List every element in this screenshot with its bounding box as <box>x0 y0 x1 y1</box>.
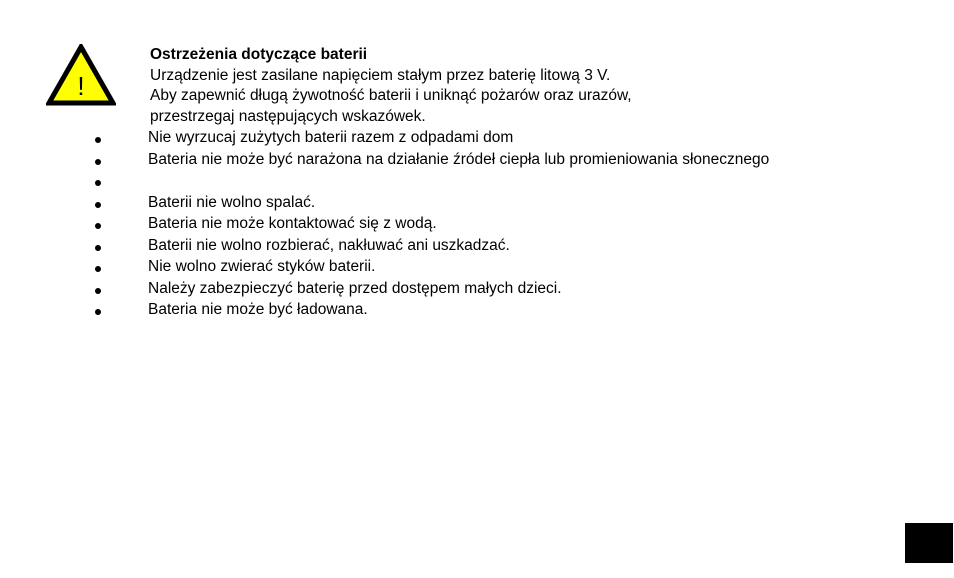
list-item <box>0 278 954 300</box>
bullet-dot-icon <box>95 202 101 208</box>
list-item-text: Baterii nie wolno rozbierać, nakłuwać ani uszkadzać. <box>148 236 510 254</box>
list-item-text: Bateria nie może być ładowana. <box>148 301 368 318</box>
list-item <box>0 170 954 192</box>
list-item-text: Bateria nie może być narażona na działanie źródeł ciepła lub promieniowania słonecznego <box>148 150 770 168</box>
bullet-dot-icon <box>95 288 101 294</box>
bullet-dot-icon <box>95 223 101 229</box>
bullet-dot-icon <box>95 309 101 315</box>
list-item-text: Baterii nie wolno spalać. <box>148 193 316 211</box>
intro-line-2: Aby zapewnić długą żywotność baterii i uniknąć pożarów oraz urazów, <box>150 87 632 104</box>
warning-triangle-icon <box>46 44 116 106</box>
corner-block <box>905 523 953 563</box>
header-block <box>150 45 632 127</box>
bullet-dot-icon <box>95 266 101 272</box>
list-item <box>0 299 954 321</box>
warning-bullet-list <box>0 127 954 321</box>
intro-line-1: Urządzenie jest zasilane napięciem stałym przez baterię litową 3 V. <box>150 66 611 84</box>
list-item-text: Należy zabezpieczyć baterię przed dostępem małych dzieci. <box>148 279 562 297</box>
list-item <box>0 235 954 257</box>
list-item-text: Nie wyrzucaj zużytych baterii razem z odpadami dom <box>148 129 514 146</box>
section-title: Ostrzeżenia dotyczące baterii <box>150 46 368 63</box>
list-item <box>0 192 954 214</box>
list-item <box>0 213 954 235</box>
bullet-dot-icon <box>95 245 101 251</box>
intro-line-3: przestrzegaj następujących wskazówek. <box>150 107 426 125</box>
list-item-text: Bateria nie może kontaktować się z wodą. <box>148 215 437 232</box>
warning-exclamation: ! <box>77 71 85 101</box>
bullet-dot-icon <box>95 159 101 165</box>
bullet-dot-icon <box>95 137 101 143</box>
list-item <box>0 256 954 278</box>
bullet-dot-icon <box>95 180 101 186</box>
list-item <box>0 149 954 171</box>
list-item-text: Nie wolno zwierać styków baterii. <box>148 258 376 275</box>
list-item <box>0 127 954 149</box>
